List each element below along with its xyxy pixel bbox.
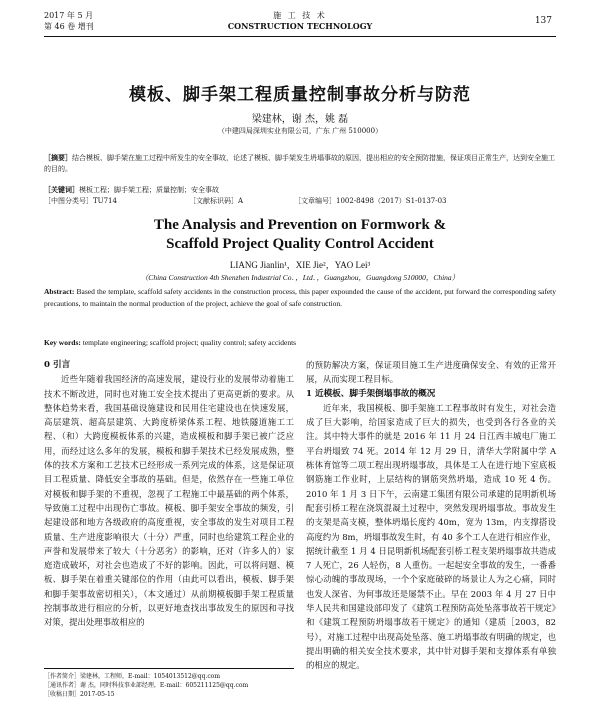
english-authors: LIANG Jianlin¹，XIE Jie²，YAO Lei³	[229, 260, 371, 270]
english-abstract-text: Based the template, scaffold safety accidents in the construction process, this paper expounded the cause of the accident, put forward the corresponding safety precautions, to maintain the normal production of the project, achieve the goal of safe construction.	[44, 287, 556, 308]
english-affiliation: （China Construction 4th Shenzhen Industrial Co．，Ltd．，Guangzhou，Guangdong 510000，China）	[140, 273, 460, 282]
keywords-cn	[44, 184, 556, 196]
issue-volume: 第 46 卷 增刊	[44, 22, 94, 31]
abstract-cn-text: 结合模板、脚手架在施工过程中所发生的安全事故，论述了模板、脚手架发生坍塌事故的原因，提出相应的安全预防措施，保证项目正常生产，达到安全施工的目的。	[44, 154, 555, 173]
right-column	[306, 358, 556, 673]
section-1-heading: 1 近模板、脚手架倒塌事故的概况	[306, 388, 436, 399]
abstract-cn-label: ［摘要］	[44, 153, 72, 162]
english-keywords-text: template engineering; scaffold project; quality control; safety accidents	[82, 338, 297, 347]
english-keywords	[44, 338, 556, 347]
journal-name-en: CONSTRUCTION TECHNOLOGY	[227, 21, 373, 31]
clc-number: ［中图分类号］TU714	[44, 197, 117, 205]
journal-name	[44, 10, 556, 32]
left-column	[44, 358, 294, 630]
paper-title: 模板、脚手架工程质量控制事故分析与防范	[129, 85, 471, 105]
document-code: ［文献标识码］A	[189, 197, 244, 205]
intro-paragraph: 近些年随着我国经济的高速发展，建设行业的发展带动着施工技术不断改进，同时也对施工安全技术提出了更高更新的要求。从整体趋势来看，我国基础设施建设和民用住宅建设也在快速发展，高层建筑、超高层建筑、大跨度桥梁体系工程、地铁隧道施工工程、（和）大跨度模板体系的兴建，造成模板和脚手架已被广泛应用，而经过这么多年的发展，模板和脚手架技术已经发展成熟，整体的技术方案和工艺技术已经形成一系列完成的体系，这是保证项目工程质量、降低安全事故的基础。但是，依然存在一些施工单位对模板和脚手架的不重视，忽视了工程施工中最基础的两个体系，导致施工过程中出现伤亡事故。模板、脚手架安全事故的频发，引起建设部和地方各级政府的高度重视，安全事故的发生对项目工程质量、生产进度影响很大（十分）严重，同时也给建筑工程企业的声誉和发展带来了较大（十分恶劣）的影响，还对（许多人的）家庭造成破坏，对社会也造成了不好的影响。因此，可以将问题、模板、脚手架在着重关键部位的作用（由此可以看出，模板、脚手架和脚手架事故密切相关），（本文通过）从前期模板脚手架工程质量控制事故进行相应的分析，以更好地查找出事故发生的原因和寻找对策，提出处理事故相应的	[44, 374, 294, 628]
english-abstract	[44, 286, 556, 310]
english-keywords-label: Key words:	[44, 338, 81, 347]
footnote-author-info: ［作者简介］梁建林，工程师，E-mail：1054013512@qq.com	[44, 673, 221, 680]
abstract-cn	[44, 152, 556, 175]
affiliation: （中建四局深圳实业有限公司，广东 广州 510000）	[217, 127, 383, 135]
intro-continued: 的预防解决方案，保证项目施工生产进度确保安全、有效的正常开展，从而实现工程目标。	[306, 360, 556, 385]
classification-meta	[44, 196, 556, 207]
running-header	[44, 10, 556, 36]
page-number: 137	[534, 16, 552, 26]
english-title	[0, 216, 600, 254]
english-title-line-1: The Analysis and Prevention on Formwork &	[153, 217, 447, 233]
section-1-paragraph: 近年来，我国模板、脚手架施工工程事故时有发生，对社会造成了巨大影响，给国家造成了巨大的损失，也受到各行各业的关注。其中特大事件的就是 2016 年 11 月 24 日江西丰城电厂施工平台坍塌致 74 死。2014 年 12 月 29 日，清华大学附属中学 A 栋体育馆等二项工程出现坍塌事故，具体是工人在进行地下室底板钢筋施工作业时，上层结构的钢筋突然坍塌，造成 10 死 4 伤。2010 年 1 月 3 日下午，云南建工集团有限公司承建的昆明新机场配套引桥工程在浇筑混凝土过程中，突然发现坍塌事故。事故发生的支架是高支模，整体坍塌长度约 40m，宽为 13m，内支撑搭设高度约为 8m，坍塌事故发生时，有 40 多个工人在进行相应作业，据统计截至 1 月 4 日昆明新机场配套引桥工程支架坍塌事故共造成 7 人死亡，26 人轻伤，8 人重伤。一起起安全事故的发生，一番番惊心动魄的事故现场，一个个家庭破碎的场景让人为之心痛，同时也发人深省、为何事故还是屡禁不止。早在 2003 年 4 月 27 日中华人民共和国建设部印发了《建筑工程预防高处坠落事故若干规定》和《建筑工程预防坍塌事故若干规定》的通知（建质［2003，82 号），对施工过程中出现高处坠落、施工坍塌事故有明确的规定，也提出明确的相关安全技术要求，其中针对脚手架和支撑体系有单独的相应的规定。	[306, 402, 556, 671]
english-abstract-label: Abstract:	[44, 287, 75, 296]
intro-heading: 0 引言	[44, 360, 71, 370]
article-number: ［文章编号］1002-8498（2017）S1-0137-03	[294, 197, 447, 205]
keywords-cn-label: ［关键词］	[44, 185, 79, 194]
footnote-received-date: ［收稿日期］2017-05-15	[44, 691, 115, 698]
header-rule	[44, 36, 556, 37]
footnote-corresponding-author: ［通讯作者］谢 杰，同时科技事业部经理，E-mail：605211125@qq.com	[44, 682, 249, 689]
author-list: 梁建林，谢 杰，姚 磊	[251, 114, 349, 125]
english-title-line-2: Scaffold Project Quality Control Accident	[166, 236, 434, 252]
issue-date: 2017 年 5 月	[44, 11, 94, 20]
journal-name-cn: 施 工 技 术	[273, 11, 327, 20]
keywords-cn-text: 模板工程；脚手架工程；质量控制；安全事故	[79, 186, 219, 194]
footnote	[44, 668, 294, 699]
